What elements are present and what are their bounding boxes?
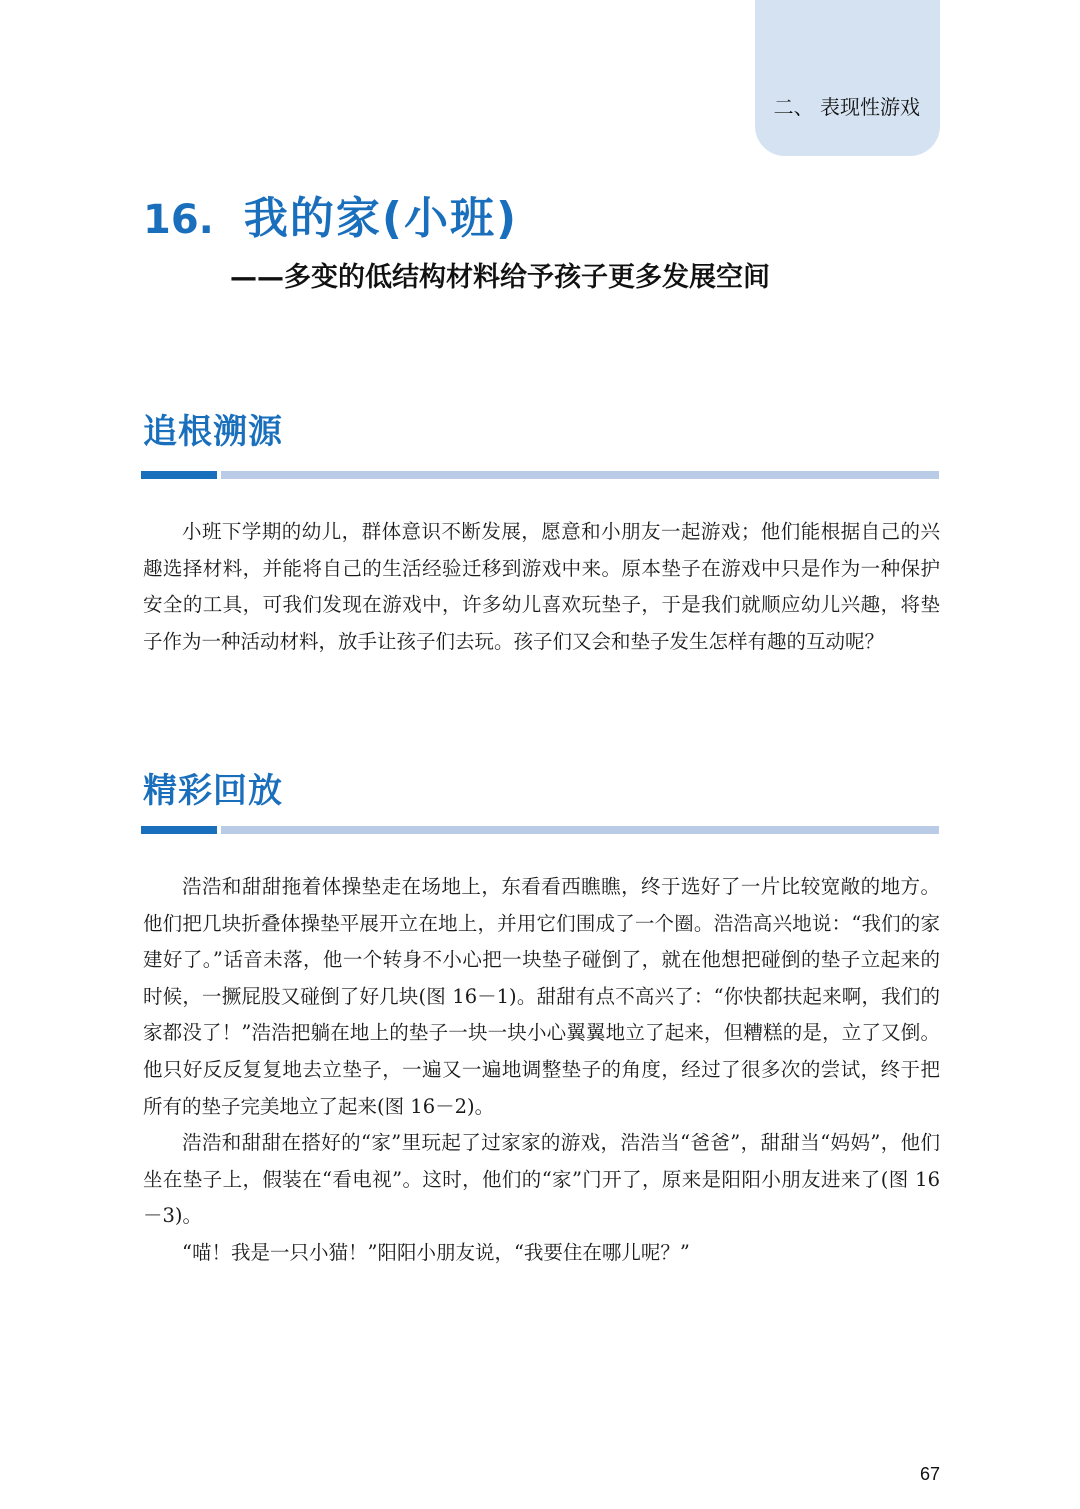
section-heading-replay: 精彩回放 [143,771,283,811]
section-body-origin [143,514,940,660]
section-heading-origin: 追根溯源 [143,412,283,452]
section-divider-line [221,826,939,834]
paragraph: 浩浩和甜甜拖着体操垫走在场地上，东看看西瞧瞧，终于选好了一片比较宽敞的地方。他们把几块折叠体操垫平展开立在地上，并用它们围成了一个圈。浩浩高兴地说：“我们的家建好了。”话音未落，他一个转身不小心把一块垫子碰倒了，就在他想把碰倒的垫子立起来的时候，一撅屁股又碰倒了好几块(图 16－1)。甜甜有点不高兴了：“你快都扶起来啊，我们的家都没了！”浩浩把躺在地上的垫子一块一块小心翼翼地立了起来，但糟糕的是，立了又倒。他只好反反复复地去立垫子，一遍又一遍地调整垫子的角度，经过了很多次的尝试，终于把所有的垫子完美地立了起来(图 16－2)。 [143,875,940,1118]
chapter-subtitle: ——多变的低结构材料给予孩子更多发展空间 [230,262,770,293]
section-body-replay [143,869,940,1272]
chapter-title [143,182,943,246]
section-divider-accent [141,471,217,479]
chapter-number: 16. [143,197,214,243]
section-divider [141,826,939,834]
paragraph: 浩浩和甜甜在搭好的“家”里玩起了过家家的游戏，浩浩当“爸爸”，甜甜当“妈妈”，他们坐在垫子上，假装在“看电视”。这时，他们的“家”门开了，原来是阳阳小朋友进来了(图 16－3)。 [143,1131,940,1228]
chapter-tab [755,0,940,156]
section-divider-line [221,471,939,479]
section-divider [141,471,939,479]
page-number: 67 [919,1464,940,1484]
paragraph: 小班下学期的幼儿，群体意识不断发展，愿意和小朋友一起游戏；他们能根据自己的兴趣选择材料，并能将自己的生活经验迁移到游戏中来。原本垫子在游戏中只是作为一种保护安全的工具，可我们发现在游戏中，许多幼儿喜欢玩垫子，于是我们就顺应幼儿兴趣，将垫子作为一种活动材料，放手让孩子们去玩。孩子们又会和垫子发生怎样有趣的互动呢？ [143,520,940,653]
paragraph: “喵！我是一只小猫！”阳阳小朋友说，“我要住在哪儿呢？” [182,1240,690,1264]
chapter-title-row [143,182,943,246]
chapter-tab-label: 二、 表现性游戏 [773,95,920,119]
chapter-title-text: 我的家(小班) [243,193,519,244]
section-divider-accent [141,826,217,834]
